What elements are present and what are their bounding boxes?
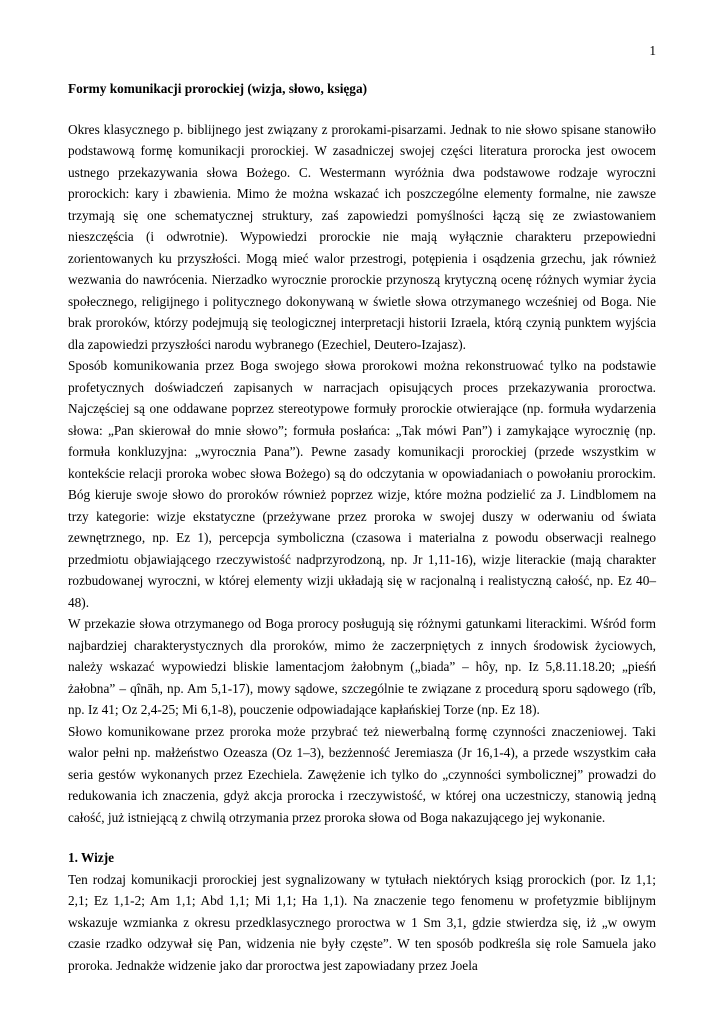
section-heading-wizje: 1. Wizje: [68, 850, 115, 865]
paragraph-wizje: Ten rodzaj komunikacji prorockiej jest sygnalizowany w tytułach niektórych ksiąg prorockich (por. Iz 1,1; 2,1; Ez 1,1-2; Am 1,1; Abd 1,1; Mi 1,1; Ha 1,1). Na znaczenie tego fenomenu w profetyzmie biblijnym wskazuje wzmianka z okresu przedklasycznego proroctwa w 1 Sm 3,1, gdzie stwierdza się, iż „w owym czasie rzadko odzywał się Pan, widzenia nie były częste”. W ten sposób podkreśla się role Samuela jako proroka. Jednakże widzenie jako dar proroctwa jest zapowiadany przez Joela: [68, 871, 656, 973]
paragraph-nonverbal: Słowo komunikowane przez proroka może przybrać też niewerbalną formę czynności znaczeniowej. Taki walor pełni np. małżeństwo Ozeasza (Oz 1–3), bezżenność Jeremiasza (Jr 16,1-4), a przede wszystkim cała seria gestów wykonanych przez Ezechiela. Zawężenie ich tylko do „czynności symbolicznej” prowadzi do redukowania ich znaczenia, gdyż akcja prorocka i rzeczywistość, w której ona uczestniczy, stanowią jedną całość, już istniejącą z chwilą otrzymania przez proroka słowa od Boga nakazującego jej wykonanie.: [68, 723, 656, 825]
paragraph-intro: Okres klasycznego p. biblijnego jest związany z prorokami-pisarzami. Jednak to nie słowo spisane stanowiło podstawową formę komunikacji prorockiej. W zasadniczej swojej części literatura prorocka jest owocem ustnego przekazywania słowa Bożego. C. Westermann wyróżnia dwa podstawowe rodzaje wyroczni prorockich: kary i zbawienia. Mimo że można wskazać ich poszczególne elementy formalne, nie zawsze trzymają się one schematycznej struktury, zaś zapowiedzi pomyślności łączą się ze zwiastowaniem nieszczęścia (i odwrotnie). Wypowiedzi prorockie nie mają wyłącznie charakteru przepowiedni zorientowanych ku przyszłości. Mogą mieć walor przestrogi, potępienia i osądzenia grzechu, jak również wezwania do nawrócenia. Nierzadko wyrocznie prorockie przynoszą krytyczną ocenę różnych wymiar życia społecznego, religijnego i politycznego dokonywaną w świetle słowa otrzymanego wcześniej od Boga. Nie brak proroków, którzy podejmują się teologicznej interpretacji historii Izraela, którą czynią punktem wyjścia dla zapowiedzi przyszłości narodu wybranego (Ezechiel, Deutero-Izajasz).: [68, 121, 656, 352]
document-title: Formy komunikacji prorockiej (wizja, słowo, księga): [68, 81, 368, 96]
paragraph-communication: Sposób komunikowania przez Boga swojego słowa prorokowi można rekonstruować tylko na podstawie profetycznych doświadczeń zapisanych w narracjach opisujących proces przekazywania proroctwa. Najczęściej są one oddawane poprzez stereotypowe formuły prorockie otwierające (np. formuła wydarzenia słowa: „Pan skierował do mnie słowo”; formuła posłańca: „Tak mówi Pan”) i zamykające wyrocznię (np. formuła konkluzyjna: „wyrocznia Pana”). Pewne zasady komunikacji prorockiej (przede wszystkim w kontekście relacji proroka wobec słowa Bożego) są do odczytania w opowiadaniach o powołaniu prorockim. Bóg kieruje swoje słowo do proroków również poprzez wizje, które można podzielić za J. Lindblomem na trzy kategorie: wizje ekstatyczne (przeżywane przez proroka w swojej duszy w oderwaniu od świata zewnętrznego, np. Ez 1), percepcja symboliczna (czasowa i materialna z powodu obserwacji realnego przedmiotu objawiającego rzeczywistość nadprzyrodzoną, np. Jr 1,11-16), wizje literackie (mają charakter rozbudowanej wyroczni, w której elementy wizji układają się w racjonalną i realistyczną całość, np. Ez 40–48).: [68, 358, 656, 610]
paragraph-literary-genres: W przekazie słowa otrzymanego od Boga prorocy posługują się różnymi gatunkami literackimi. Wśród form najbardziej charakterystycznych dla proroków, mimo że zaczerpniętych z innych środowisk życiowych, należy wskazać wypowiedzi bliskie lamentacjom żałobnym („biada” – hôy, np. Iz 5,8.11.18.20; „pieśń żałobna” – qînāh, np. Am 5,1-17), mowy sądowe, szczególnie te związane z procedurą sporu sądowego (rîb, np. Iz 41; Oz 2,4-25; Mi 6,1-8), pouczenie odpowiadające kapłańskiej Torze (np. Ez 18).: [68, 616, 656, 717]
page-number: 1: [649, 43, 656, 58]
